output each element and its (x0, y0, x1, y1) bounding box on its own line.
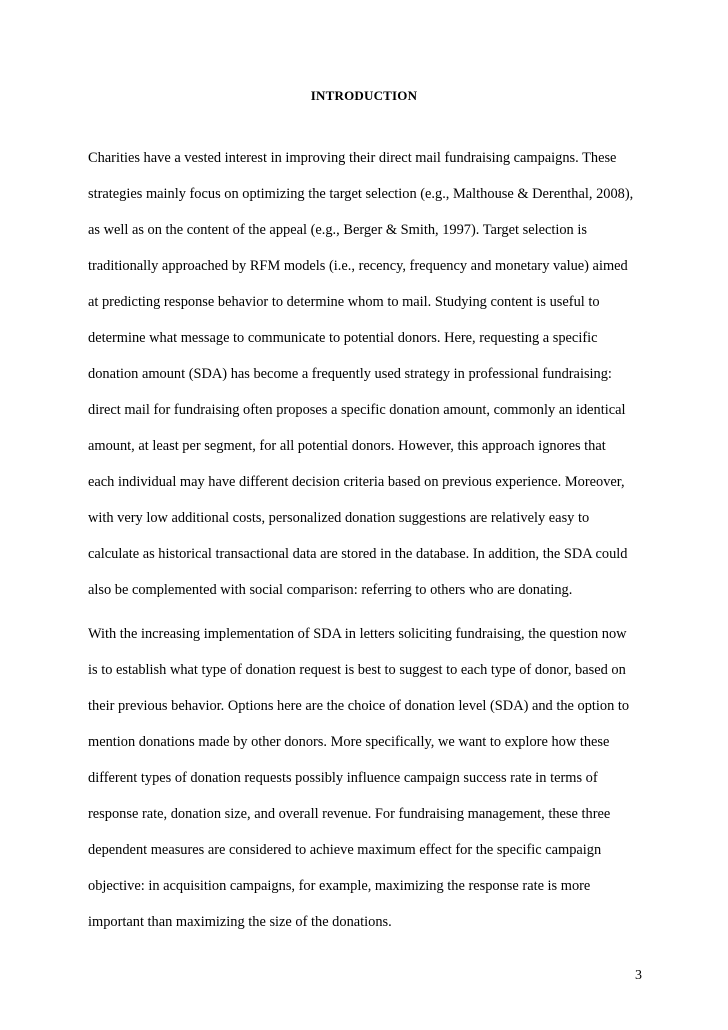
paragraph-line: dependent measures are considered to achieve maximum effect for the specific campaign (88, 842, 602, 858)
paragraph-line: is to establish what type of donation request is best to suggest to each type of donor, based on (88, 662, 626, 678)
paragraph-line: mention donations made by other donors. More specifically, we want to explore how these (88, 734, 610, 750)
paragraph-line: each individual may have different decision criteria based on previous experience. Moreover, (88, 474, 625, 490)
paragraph-line: amount, at least per segment, for all potential donors. However, this approach ignores that (88, 438, 606, 454)
section-heading: INTRODUCTION (310, 88, 418, 103)
paragraph-line: traditionally approached by RFM models (i.e., recency, frequency and monetary value) aimed (88, 258, 628, 274)
paragraph-line: response rate, donation size, and overall revenue. For fundraising management, these three (88, 806, 611, 822)
paragraph-line: Charities have a vested interest in improving their direct mail fundraising campaigns. These (88, 150, 617, 166)
paragraph-line: also be complemented with social comparison: referring to others who are donating. (88, 582, 573, 598)
paragraph-line: important than maximizing the size of the donations. (88, 914, 392, 930)
paragraph-line: as well as on the content of the appeal (e.g., Berger & Smith, 1997). Target selection is (88, 222, 587, 238)
paragraph-line: With the increasing implementation of SDA in letters soliciting fundraising, the question now (88, 626, 627, 642)
paragraph-line: calculate as historical transactional data are stored in the database. In addition, the SDA could (88, 546, 628, 562)
paragraph-line: their previous behavior. Options here are the choice of donation level (SDA) and the option to (88, 698, 630, 714)
paragraph-line: with very low additional costs, personalized donation suggestions are relatively easy to (88, 510, 590, 526)
paragraph-line: at predicting response behavior to determine whom to mail. Studying content is useful to (88, 294, 600, 310)
paragraph-line: direct mail for fundraising often proposes a specific donation amount, commonly an identical (88, 402, 626, 418)
body-paragraph-2 (88, 626, 648, 950)
body-paragraph-1 (88, 150, 648, 618)
paragraph-line: donation amount (SDA) has become a frequently used strategy in professional fundraising: (88, 366, 612, 382)
paragraph-line: different types of donation requests possibly influence campaign success rate in terms of (88, 770, 598, 786)
paragraph-line: strategies mainly focus on optimizing the target selection (e.g., Malthouse & Derenthal, 2008), (88, 186, 634, 202)
paragraph-line: determine what message to communicate to potential donors. Here, requesting a specific (88, 330, 598, 346)
page-number: 3 (635, 968, 642, 983)
paragraph-line: objective: in acquisition campaigns, for example, maximizing the response rate is more (88, 878, 591, 894)
